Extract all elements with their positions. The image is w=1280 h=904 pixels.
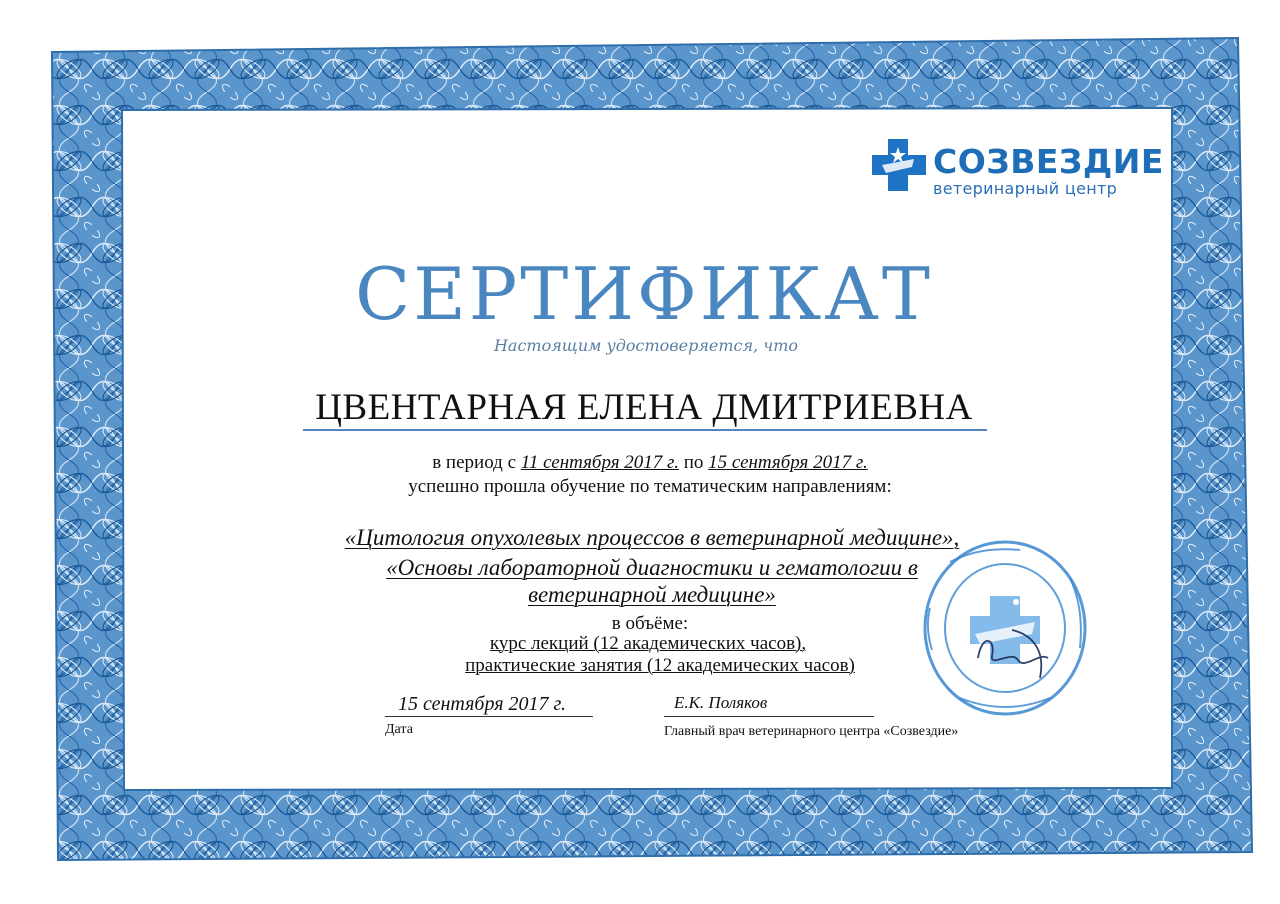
signature-line (664, 716, 874, 717)
official-stamp-icon (920, 538, 1090, 718)
logo-subtitle: ветеринарный центр (933, 179, 1118, 198)
volume-label: в объёме: (611, 613, 689, 634)
topic-line: «Основы лабораторной диагностики и гематологии в (386, 555, 918, 580)
period-end-date: 15 сентября 2017 г. (708, 452, 868, 473)
signatory-position: Главный врач ветеринарного центра «Созвездие» (664, 724, 959, 739)
topic-line: ветеринарной медицине» (528, 582, 776, 607)
topic-line: «Цитология опухолевых процессов в ветеринарной медицине», (344, 525, 960, 550)
date-label: Дата (385, 722, 413, 737)
volume-line: курс лекций (12 академических часов), (489, 633, 807, 654)
issue-date: 15 сентября 2017 г. (398, 693, 567, 715)
certificate-title: СЕРТИФИКАТ (355, 252, 933, 336)
signatory-name: Е.К. Поляков (674, 693, 768, 712)
recipient-underline (303, 429, 987, 431)
period-start-date: 11 сентября 2017 г. (520, 452, 679, 473)
period-prefix: в период с (432, 452, 516, 473)
constellation-cross-logo-icon (868, 135, 930, 195)
date-line (385, 716, 593, 717)
volume-line: практические занятия (12 академических часов) (465, 655, 855, 676)
period-middle: по (683, 452, 704, 473)
certificate-subtitle: Настоящим удостоверяется, что (493, 336, 799, 355)
recipient-name: ЦВЕНТАРНАЯ ЕЛЕНА ДМИТРИЕВНА (315, 387, 973, 428)
completion-text: успешно прошла обучение по тематическим направлениям: (408, 476, 892, 497)
logo-name: СОЗВЕЗДИЕ (933, 142, 1164, 181)
training-period (10, 452, 1280, 474)
